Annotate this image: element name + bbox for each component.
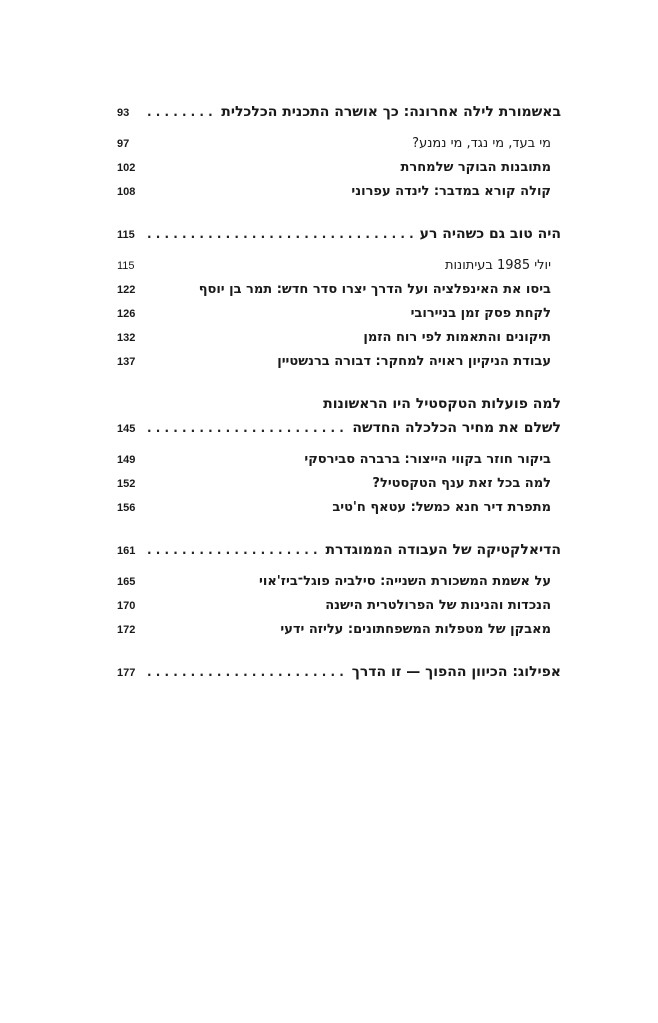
dot-leader (147, 100, 215, 124)
dot-leader (147, 416, 346, 440)
toc-subentry[interactable] (117, 448, 561, 472)
page-number: 102 (117, 162, 136, 174)
page-number: 132 (117, 332, 136, 344)
toc-subentry[interactable] (117, 254, 561, 278)
page-number: 156 (117, 502, 136, 514)
page-number: 126 (117, 308, 136, 320)
toc-chapter-entry[interactable] (117, 416, 561, 440)
subentry-title: לקחת פסק זמן בניירובי (410, 306, 551, 321)
toc-subentry[interactable] (117, 180, 561, 204)
page-number: 152 (117, 478, 136, 490)
toc-subentry[interactable] (117, 618, 561, 642)
subentry-title: מתובנות הבוקר שלמחרת (400, 160, 551, 175)
page-number: 93 (117, 107, 130, 119)
page-number: 97 (117, 138, 130, 150)
subentry-title: הנכדות והנינות של הפרולטרית הישנה (325, 598, 551, 613)
toc-subentry[interactable] (117, 472, 561, 496)
subentry-title: על אשמת המשכורת השנייה: סילביה פוגל־ביז'אוי (259, 574, 551, 589)
chapter-title: אפילוג: הכיוון ההפוך — זו הדרך (351, 664, 561, 680)
toc-chapter-entry[interactable] (117, 100, 561, 124)
chapter-title: באשמורת לילה אחרונה: כך אושרה התכנית הכלכלית (221, 104, 561, 120)
subentry-title: מי בעד, מי נגד, מי נמנע? (412, 136, 551, 151)
subentry-title: ביקור חוזר בקווי הייצור: ברברה סבירסקי (304, 452, 551, 467)
page-number: 177 (117, 667, 136, 679)
toc-section (117, 392, 561, 520)
dot-leader (147, 660, 346, 684)
page-number: 161 (117, 545, 136, 557)
toc-section (117, 100, 561, 204)
page-number: 115 (117, 229, 135, 241)
chapter-title: לשלם את מחיר הכלכלה החדשה (352, 420, 561, 436)
page-number: 108 (117, 186, 136, 198)
toc-section (117, 538, 561, 642)
toc-subentry[interactable] (117, 132, 561, 156)
dot-leader (147, 222, 414, 246)
chapter-title-first-line: למה פועלות הטקסטיל היו הראשונות (323, 396, 561, 412)
toc-subentry[interactable] (117, 594, 561, 618)
chapter-title: היה טוב גם כשהיה רע (419, 226, 561, 242)
toc-section (117, 660, 561, 684)
page-number: 122 (117, 284, 136, 296)
subentry-title: קולה קורא במדבר: לינדה עפרוני (351, 184, 551, 199)
toc-subentry[interactable] (117, 570, 561, 594)
subentry-title: תיקונים והתאמות לפי רוח הזמן (363, 330, 551, 345)
toc-subentry[interactable] (117, 278, 561, 302)
page-number: 145 (117, 423, 136, 435)
page-number: 170 (117, 600, 136, 612)
subentry-title: יולי 1985 בעיתונות (444, 258, 551, 273)
dot-leader (147, 538, 319, 562)
page-number: 165 (117, 576, 136, 588)
subentry-title: ביסו את האינפלציה ועל הדרך יצרו סדר חדש: תמר בן יוסף (198, 282, 551, 297)
toc-subentry[interactable] (117, 326, 561, 350)
subentry-title: מתפרת דיר חנא כמשל: עטאף ח'טיב (332, 500, 551, 515)
toc-subentry[interactable] (117, 302, 561, 326)
chapter-title-line (117, 392, 561, 416)
page-number: 172 (117, 624, 136, 636)
toc-chapter-entry[interactable] (117, 222, 561, 246)
table-of-contents (117, 100, 561, 702)
subentry-title: מאבקן של מטפלות המשפחתונים: עליזה ידעי (280, 622, 551, 637)
subentry-title: עבודת הניקיון ראויה למחקר: דבורה ברנשטיין (277, 354, 551, 369)
chapter-title: הדיאלקטיקה של העבודה הממוגדרת (325, 542, 561, 558)
toc-section (117, 222, 561, 374)
toc-chapter-entry[interactable] (117, 660, 561, 684)
page-number: 149 (117, 454, 136, 466)
page-number: 115 (117, 260, 135, 272)
toc-subentry[interactable] (117, 496, 561, 520)
page-number: 137 (117, 356, 136, 368)
toc-subentry[interactable] (117, 350, 561, 374)
toc-subentry[interactable] (117, 156, 561, 180)
subentry-title: למה בכל זאת ענף הטקסטיל? (372, 476, 551, 491)
toc-chapter-entry[interactable] (117, 538, 561, 562)
